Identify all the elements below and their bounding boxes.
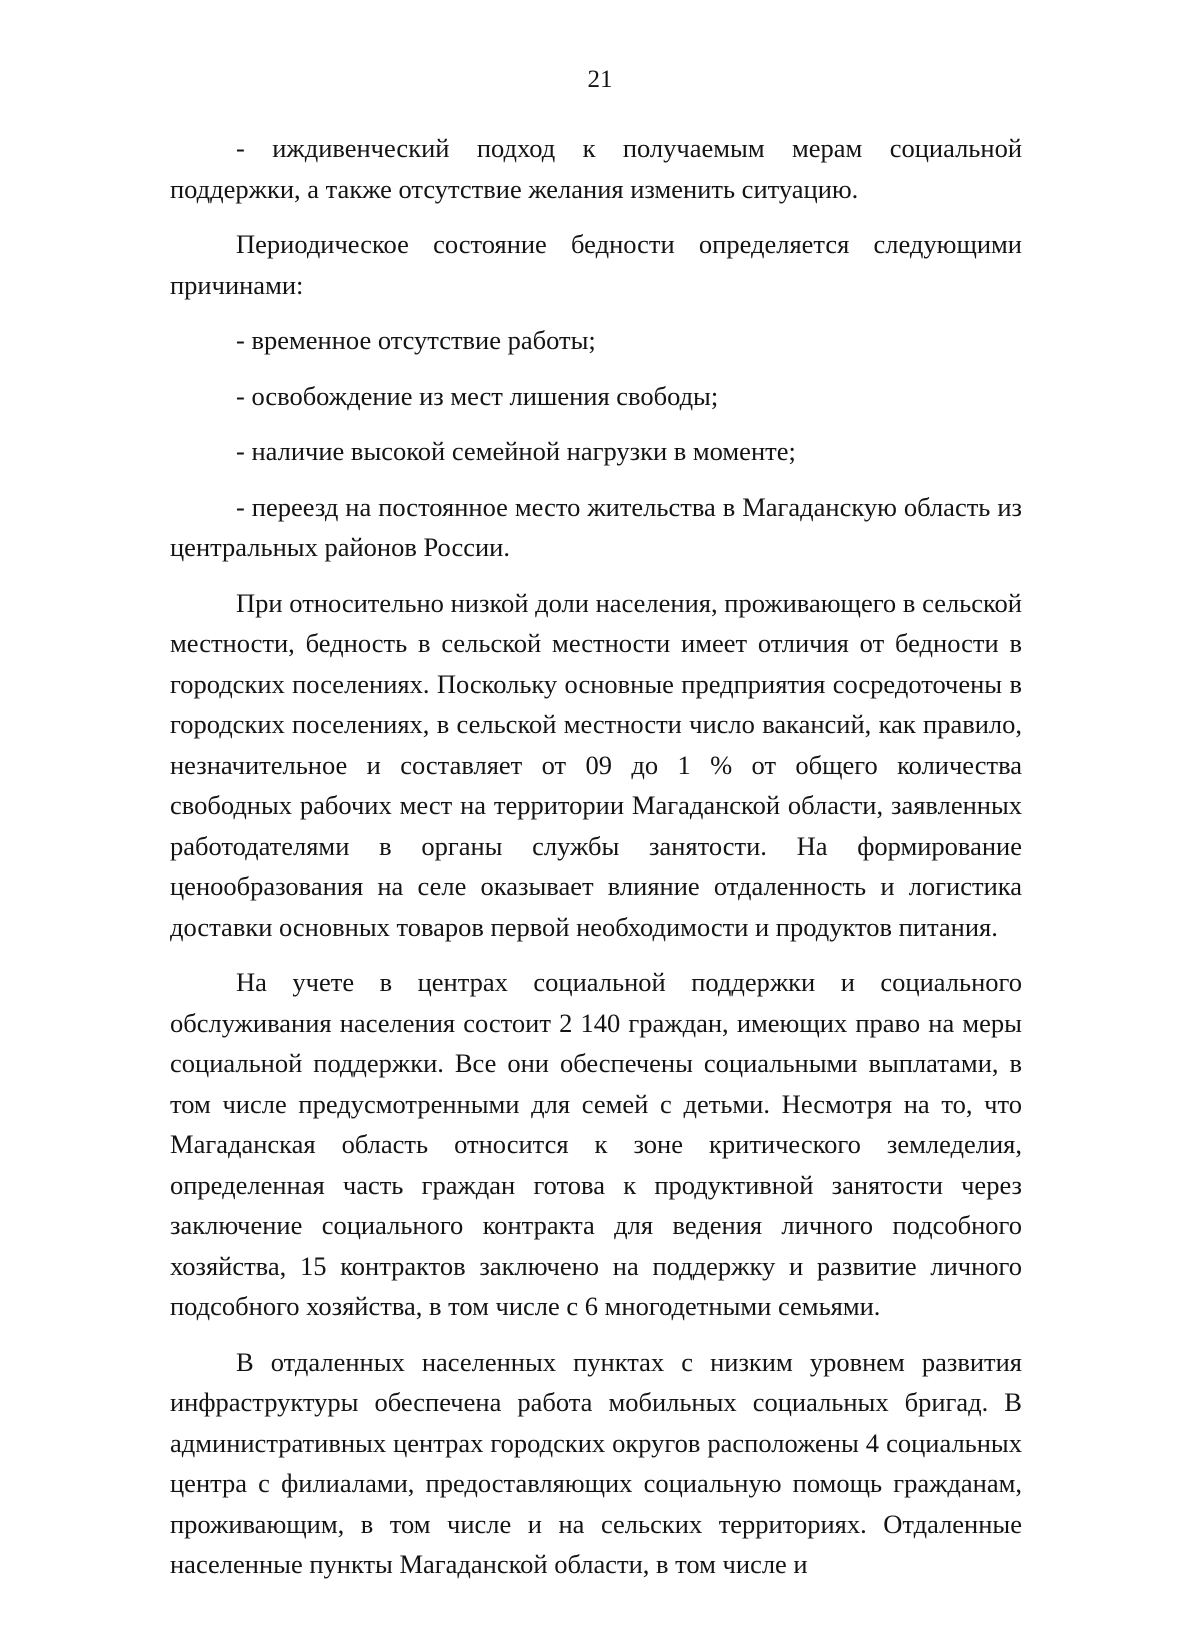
list-item-release-from-prison: - освобождение из мест лишения свободы;: [236, 380, 719, 411]
paragraph-rural-poverty: При относительно низкой доли населения, проживающего в сельской местности, бедность в сельской местности имеет отличия от бедности в городских поселениях. Поскольку основные предприятия сосредоточены в городских поселениях, в сельской местности число вакансий, как правило, незначительное и составляет от 09 до 1 % от общего количества свободных рабочих мест на территории Магаданской области, заявленных работодателями в органы службы занятости. На формирование ценообразования на селе оказывает влияние отдаленность и логистика доставки основных товаров первой необходимости и продуктов питания.: [170, 587, 1022, 942]
paragraph-social-support-registry: На учете в центрах социальной поддержки и социального обслуживания населения состоит 2 140 граждан, имеющих право на меры социальной поддержки. Все они обеспечены социальными выплатами, в том числе предусмотренными для семей с детьми. Несмотря на то, что Магаданская область относится к зоне критического земледелия, определенная часть граждан готова к продуктивной занятости через заключение социального контракта для ведения личного подсобного хозяйства, 15 контрактов заключено на поддержку и развитие личного подсобного хозяйства, в том числе с 6 многодетными семьями.: [170, 967, 1022, 1321]
body-text: [170, 113, 1022, 1585]
paragraph-mobile-social-teams: В отдаленных населенных пунктах с низким уровнем развития инфраструктуры обеспечена работа мобильных социальных бригад. В административных центрах городских округов расположены 4 социальных центра с филиалами, предоставляющих социальную помощь гражданам, проживающим, в том числе и на сельских территориях. Отдаленные населенные пункты Магаданской области, в том числе и: [170, 1346, 1022, 1579]
page-number: 21: [587, 66, 613, 93]
paragraph-dependency-approach: - иждивенческий подход к получаемым мерам социальной поддержки, а также отсутствие желания изменить ситуацию.: [170, 133, 1022, 204]
paragraph-periodic-poverty-intro: Периодическое состояние бедности определяется следующими причинами:: [170, 229, 1022, 300]
list-item-temporary-unemployment: - временное отсутствие работы;: [236, 325, 596, 355]
list-item-family-burden: - наличие высокой семейной нагрузки в моменте;: [236, 436, 796, 466]
list-item-relocation: - переезд на постоянное место жительства в Магаданскую область из центральных районов России.: [170, 491, 1022, 562]
